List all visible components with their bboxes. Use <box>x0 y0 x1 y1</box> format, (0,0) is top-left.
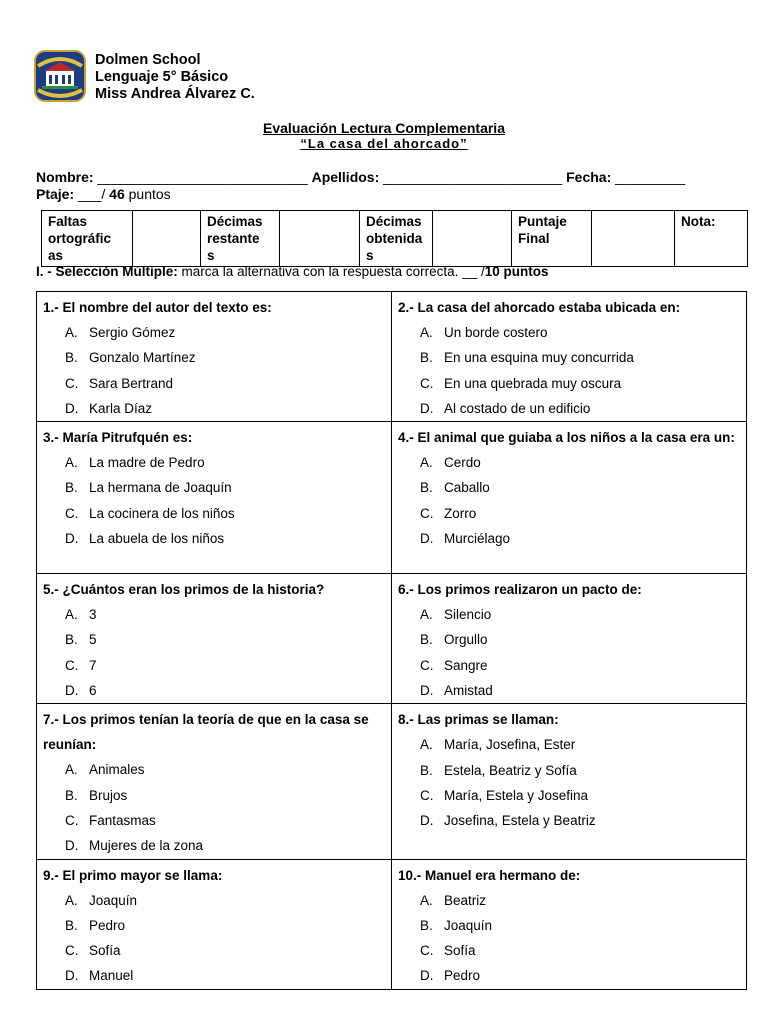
option-a[interactable]: A. 3 <box>65 607 97 623</box>
option-b[interactable]: B. 5 <box>65 632 97 648</box>
question-9 <box>37 859 392 989</box>
option-b[interactable]: B. En una esquina muy concurrida <box>420 350 634 366</box>
option-c[interactable]: C. Fantasmas <box>65 812 156 828</box>
questions-table <box>36 291 747 990</box>
fecha-label: Fecha: <box>566 169 612 185</box>
option-a[interactable]: A. Un borde costero <box>420 325 548 340</box>
option-d[interactable]: D. Mujeres de la zona <box>65 838 204 854</box>
ptaje-total: 46 <box>109 186 125 202</box>
apellidos-field[interactable]: _______________________ <box>383 169 563 185</box>
teacher-name: Miss Andrea Álvarez C. <box>95 86 255 102</box>
book-title: “La casa del ahorcado” <box>300 136 468 151</box>
question-3 <box>37 422 392 574</box>
option-a[interactable]: A. María, Josefina, Ester <box>420 737 576 753</box>
school-name: Dolmen School <box>95 52 201 68</box>
score-table <box>41 210 748 267</box>
nota-cell[interactable] <box>675 211 748 267</box>
option-d[interactable]: D. Manuel <box>65 968 134 984</box>
ptaje-field[interactable]: ___/ <box>78 186 106 202</box>
question-4 <box>392 422 747 574</box>
option-b[interactable]: B. Brujos <box>65 787 128 803</box>
option-d[interactable]: D. 6 <box>65 683 97 699</box>
ptaje-unit: puntos <box>128 186 171 202</box>
question-title: 8.- Las primas se llaman: <box>398 712 559 728</box>
section-score-blank[interactable]: __ / <box>462 264 485 279</box>
school-header <box>95 52 255 103</box>
section-label: I. - Selección Múltiple: <box>36 264 178 279</box>
section-points: 10 puntos <box>484 264 549 279</box>
question-title: 3.- María Pitrufquén es: <box>43 430 193 446</box>
section-heading <box>36 264 549 279</box>
option-b[interactable]: B. Gonzalo Martínez <box>65 350 196 366</box>
option-a[interactable]: A. Joaquín <box>65 892 138 908</box>
option-d[interactable]: D. Murciélago <box>420 531 511 547</box>
option-c[interactable]: C. Sofía <box>65 943 121 959</box>
option-b[interactable]: B. Pedro <box>65 917 126 933</box>
question-title: 10.- Manuel era hermano de: <box>398 867 581 883</box>
option-c[interactable]: C. En una quebrada muy oscura <box>420 375 622 391</box>
question-title: 5.- ¿Cuántos eran los primos de la historia? <box>43 582 325 598</box>
option-d[interactable]: D. Pedro <box>420 968 481 984</box>
option-a[interactable]: A. Animales <box>65 762 145 778</box>
section-instruction: marca la alternativa con la respuesta correcta. <box>181 264 459 279</box>
option-b[interactable]: B. Joaquín <box>420 917 493 933</box>
option-b[interactable]: B. Caballo <box>420 480 490 496</box>
decimas-obtenidas-header: Décimas obtenida s <box>360 211 433 267</box>
option-a[interactable]: A. Beatriz <box>420 892 487 908</box>
school-logo <box>34 50 86 102</box>
option-c[interactable]: C. Sangre <box>420 657 488 673</box>
decimas-obtenidas-value-cell[interactable] <box>433 211 512 267</box>
decimas-restantes-value-cell[interactable] <box>280 211 360 267</box>
evaluation-title: Evaluación Lectura Complementaria <box>263 120 505 136</box>
puntaje-final-header: Puntaje Final <box>512 211 592 267</box>
option-c[interactable]: C. Zorro <box>420 505 477 521</box>
option-b[interactable]: B. La hermana de Joaquín <box>65 480 232 496</box>
option-a[interactable]: A. La madre de Pedro <box>65 455 205 471</box>
option-c[interactable]: C. La cocinera de los niños <box>65 505 235 521</box>
student-info-line <box>36 169 685 185</box>
question-10 <box>392 859 747 989</box>
question-2 <box>392 292 747 422</box>
nota-label: Nota: <box>681 214 716 229</box>
question-6 <box>392 574 747 704</box>
option-d[interactable]: D. La abuela de los niños <box>65 531 225 547</box>
nombre-field[interactable]: ___________________________ <box>97 169 308 185</box>
puntaje-final-value-cell[interactable] <box>592 211 675 267</box>
option-a[interactable]: A. Sergio Gómez <box>65 325 176 340</box>
question-title: 1.- El nombre del autor del texto es: <box>43 300 272 315</box>
question-title: 4.- El animal que guiaba a los niños a la casa era un: <box>398 430 735 446</box>
question-1 <box>37 292 392 422</box>
decimas-restantes-header: Décimas restante s <box>201 211 280 267</box>
option-d[interactable]: D. Josefina, Estela y Beatriz <box>420 813 596 829</box>
option-a[interactable]: A. Cerdo <box>420 455 481 471</box>
nombre-label: Nombre: <box>36 169 94 185</box>
option-c[interactable]: C. María, Estela y Josefina <box>420 787 589 803</box>
question-title: 9.- El primo mayor se llama: <box>43 867 223 883</box>
faltas-header: Faltas ortográfic as <box>42 211 133 267</box>
question-title: 7.- Los primos tenían la teoría de que en la casa se reunían: <box>43 712 369 753</box>
option-a[interactable]: A. Silencio <box>420 607 492 623</box>
question-title: 6.- Los primos realizaron un pacto de: <box>398 582 642 598</box>
option-d[interactable]: D. Amistad <box>420 683 493 699</box>
question-title: 2.- La casa del ahorcado estaba ubicada en: <box>398 300 681 315</box>
option-c[interactable]: C. Sofía <box>420 943 476 959</box>
score-line <box>36 186 171 202</box>
fecha-field[interactable]: _________ <box>615 169 686 185</box>
faltas-value-cell[interactable] <box>133 211 201 267</box>
apellidos-label: Apellidos: <box>311 169 380 185</box>
option-b[interactable]: B. Estela, Beatriz y Sofía <box>420 762 577 778</box>
option-d[interactable]: D. Karla Díaz <box>65 400 153 416</box>
question-5 <box>37 574 392 704</box>
question-8 <box>392 704 747 859</box>
question-7 <box>37 704 392 859</box>
option-c[interactable]: C. Sara Bertrand <box>65 375 174 391</box>
option-d[interactable]: D. Al costado de un edificio <box>420 400 591 416</box>
option-c[interactable]: C. 7 <box>65 657 97 673</box>
ptaje-label: Ptaje: <box>36 186 75 202</box>
option-b[interactable]: B. Orgullo <box>420 632 488 648</box>
course-name: Lenguaje 5° Básico <box>95 69 229 85</box>
